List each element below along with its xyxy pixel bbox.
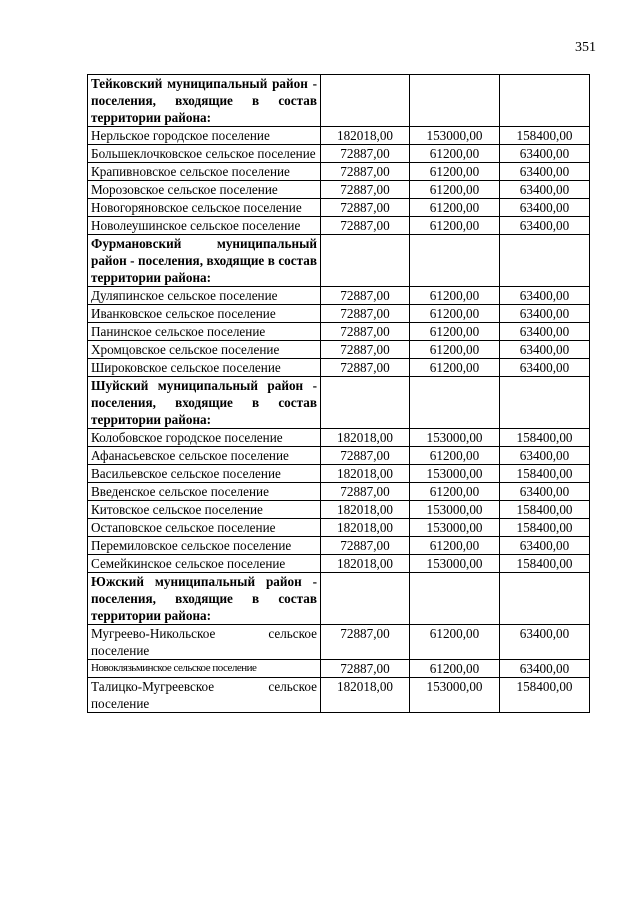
value-cell: 158400,00	[500, 519, 590, 537]
value-cell: 182018,00	[321, 519, 410, 537]
table-row	[88, 145, 590, 163]
settlement-name: Китовское сельское поселение	[88, 501, 321, 519]
value-cell: 63400,00	[500, 323, 590, 341]
value-cell: 182018,00	[321, 501, 410, 519]
value-cell: 72887,00	[321, 217, 410, 235]
value-cell: 72887,00	[321, 163, 410, 181]
settlement-name: Мугреево-Никольское сельское поселение	[88, 625, 321, 660]
value-cell: 153000,00	[410, 678, 500, 713]
section-title: Южский муниципальный район - поселения, входящие в состав территории района:	[88, 573, 321, 625]
value-cell: 61200,00	[410, 145, 500, 163]
settlement-name: Иванковское сельское поселение	[88, 305, 321, 323]
table-row	[88, 287, 590, 305]
budget-table	[87, 74, 590, 713]
value-cell: 182018,00	[321, 127, 410, 145]
table-row	[88, 519, 590, 537]
value-cell: 63400,00	[500, 660, 590, 678]
section-title: Фурмановский муниципальный район - поселения, входящие в состав территории района:	[88, 235, 321, 287]
settlement-name: Талицко-Мугреевское сельское поселение	[88, 678, 321, 713]
value-cell: 182018,00	[321, 678, 410, 713]
value-cell: 61200,00	[410, 660, 500, 678]
settlement-name: Новоклязьминское сельское поселение	[88, 660, 321, 678]
value-cell: 72887,00	[321, 145, 410, 163]
table-row	[88, 678, 590, 713]
table-row	[88, 537, 590, 555]
settlement-name: Нерльское городское поселение	[88, 127, 321, 145]
value-cell: 158400,00	[500, 465, 590, 483]
table-row	[88, 181, 590, 199]
table-row	[88, 217, 590, 235]
value-cell: 63400,00	[500, 447, 590, 465]
value-cell: 61200,00	[410, 483, 500, 501]
value-cell: 72887,00	[321, 341, 410, 359]
value-cell: 72887,00	[321, 625, 410, 660]
value-cell: 182018,00	[321, 555, 410, 573]
table-row	[88, 127, 590, 145]
value-cell: 153000,00	[410, 127, 500, 145]
value-cell: 72887,00	[321, 660, 410, 678]
section-title: Шуйский муниципальный район - поселения, входящие в состав территории района:	[88, 377, 321, 429]
page-number: 351	[575, 40, 596, 55]
value-cell: 72887,00	[321, 447, 410, 465]
value-cell: 61200,00	[410, 287, 500, 305]
value-cell: 63400,00	[500, 217, 590, 235]
value-cell: 61200,00	[410, 447, 500, 465]
value-cell: 63400,00	[500, 305, 590, 323]
value-cell: 61200,00	[410, 163, 500, 181]
settlement-name: Большеклочковское сельское поселение	[88, 145, 321, 163]
section-header-row	[88, 235, 590, 287]
value-cell: 72887,00	[321, 537, 410, 555]
settlement-name: Крапивновское сельское поселение	[88, 163, 321, 181]
table-row	[88, 501, 590, 519]
settlement-name: Васильевское сельское поселение	[88, 465, 321, 483]
settlement-name: Новолеушинское сельское поселение	[88, 217, 321, 235]
value-cell: 182018,00	[321, 465, 410, 483]
value-cell: 72887,00	[321, 199, 410, 217]
value-cell: 72887,00	[321, 359, 410, 377]
value-cell: 153000,00	[410, 465, 500, 483]
section-header-row	[88, 75, 590, 127]
value-cell: 153000,00	[410, 555, 500, 573]
value-cell: 61200,00	[410, 625, 500, 660]
value-cell: 63400,00	[500, 199, 590, 217]
settlement-name: Дуляпинское сельское поселение	[88, 287, 321, 305]
value-cell: 63400,00	[500, 287, 590, 305]
table-row	[88, 447, 590, 465]
value-cell: 72887,00	[321, 323, 410, 341]
value-cell: 63400,00	[500, 181, 590, 199]
settlement-name: Широковское сельское поселение	[88, 359, 321, 377]
value-cell: 182018,00	[321, 429, 410, 447]
value-cell: 61200,00	[410, 359, 500, 377]
value-cell: 158400,00	[500, 555, 590, 573]
table-row	[88, 163, 590, 181]
section-header-row	[88, 573, 590, 625]
settlement-name: Афанасьевское сельское поселение	[88, 447, 321, 465]
value-cell: 72887,00	[321, 287, 410, 305]
value-cell: 61200,00	[410, 181, 500, 199]
value-cell: 61200,00	[410, 305, 500, 323]
table-row	[88, 660, 590, 678]
value-cell: 153000,00	[410, 519, 500, 537]
value-cell: 61200,00	[410, 217, 500, 235]
settlement-name: Семейкинское сельское поселение	[88, 555, 321, 573]
table-row	[88, 199, 590, 217]
value-cell: 153000,00	[410, 429, 500, 447]
section-header-row	[88, 377, 590, 429]
settlement-name: Морозовское сельское поселение	[88, 181, 321, 199]
value-cell: 63400,00	[500, 359, 590, 377]
value-cell: 63400,00	[500, 537, 590, 555]
settlement-name: Новогоряновское сельское поселение	[88, 199, 321, 217]
settlement-name: Перемиловское сельское поселение	[88, 537, 321, 555]
table-row	[88, 323, 590, 341]
settlement-name: Остаповское сельское поселение	[88, 519, 321, 537]
value-cell: 61200,00	[410, 537, 500, 555]
value-cell: 63400,00	[500, 625, 590, 660]
table-row	[88, 305, 590, 323]
value-cell: 61200,00	[410, 341, 500, 359]
value-cell: 72887,00	[321, 483, 410, 501]
value-cell: 61200,00	[410, 323, 500, 341]
value-cell: 72887,00	[321, 305, 410, 323]
value-cell: 158400,00	[500, 678, 590, 713]
value-cell: 61200,00	[410, 199, 500, 217]
value-cell: 158400,00	[500, 429, 590, 447]
settlement-name: Хромцовское сельское поселение	[88, 341, 321, 359]
table-row	[88, 359, 590, 377]
settlement-name: Колобовское городское поселение	[88, 429, 321, 447]
settlement-name: Панинское сельское поселение	[88, 323, 321, 341]
table-row	[88, 555, 590, 573]
value-cell: 63400,00	[500, 483, 590, 501]
value-cell: 153000,00	[410, 501, 500, 519]
table-row	[88, 483, 590, 501]
value-cell: 158400,00	[500, 501, 590, 519]
table-row	[88, 465, 590, 483]
table-row	[88, 341, 590, 359]
value-cell: 72887,00	[321, 181, 410, 199]
table-row	[88, 625, 590, 660]
section-title: Тейковский муниципальный район - поселения, входящие в состав территории района:	[88, 75, 321, 127]
value-cell: 158400,00	[500, 127, 590, 145]
value-cell: 63400,00	[500, 341, 590, 359]
table-row	[88, 429, 590, 447]
settlement-name: Введенское сельское поселение	[88, 483, 321, 501]
value-cell: 63400,00	[500, 145, 590, 163]
value-cell: 63400,00	[500, 163, 590, 181]
